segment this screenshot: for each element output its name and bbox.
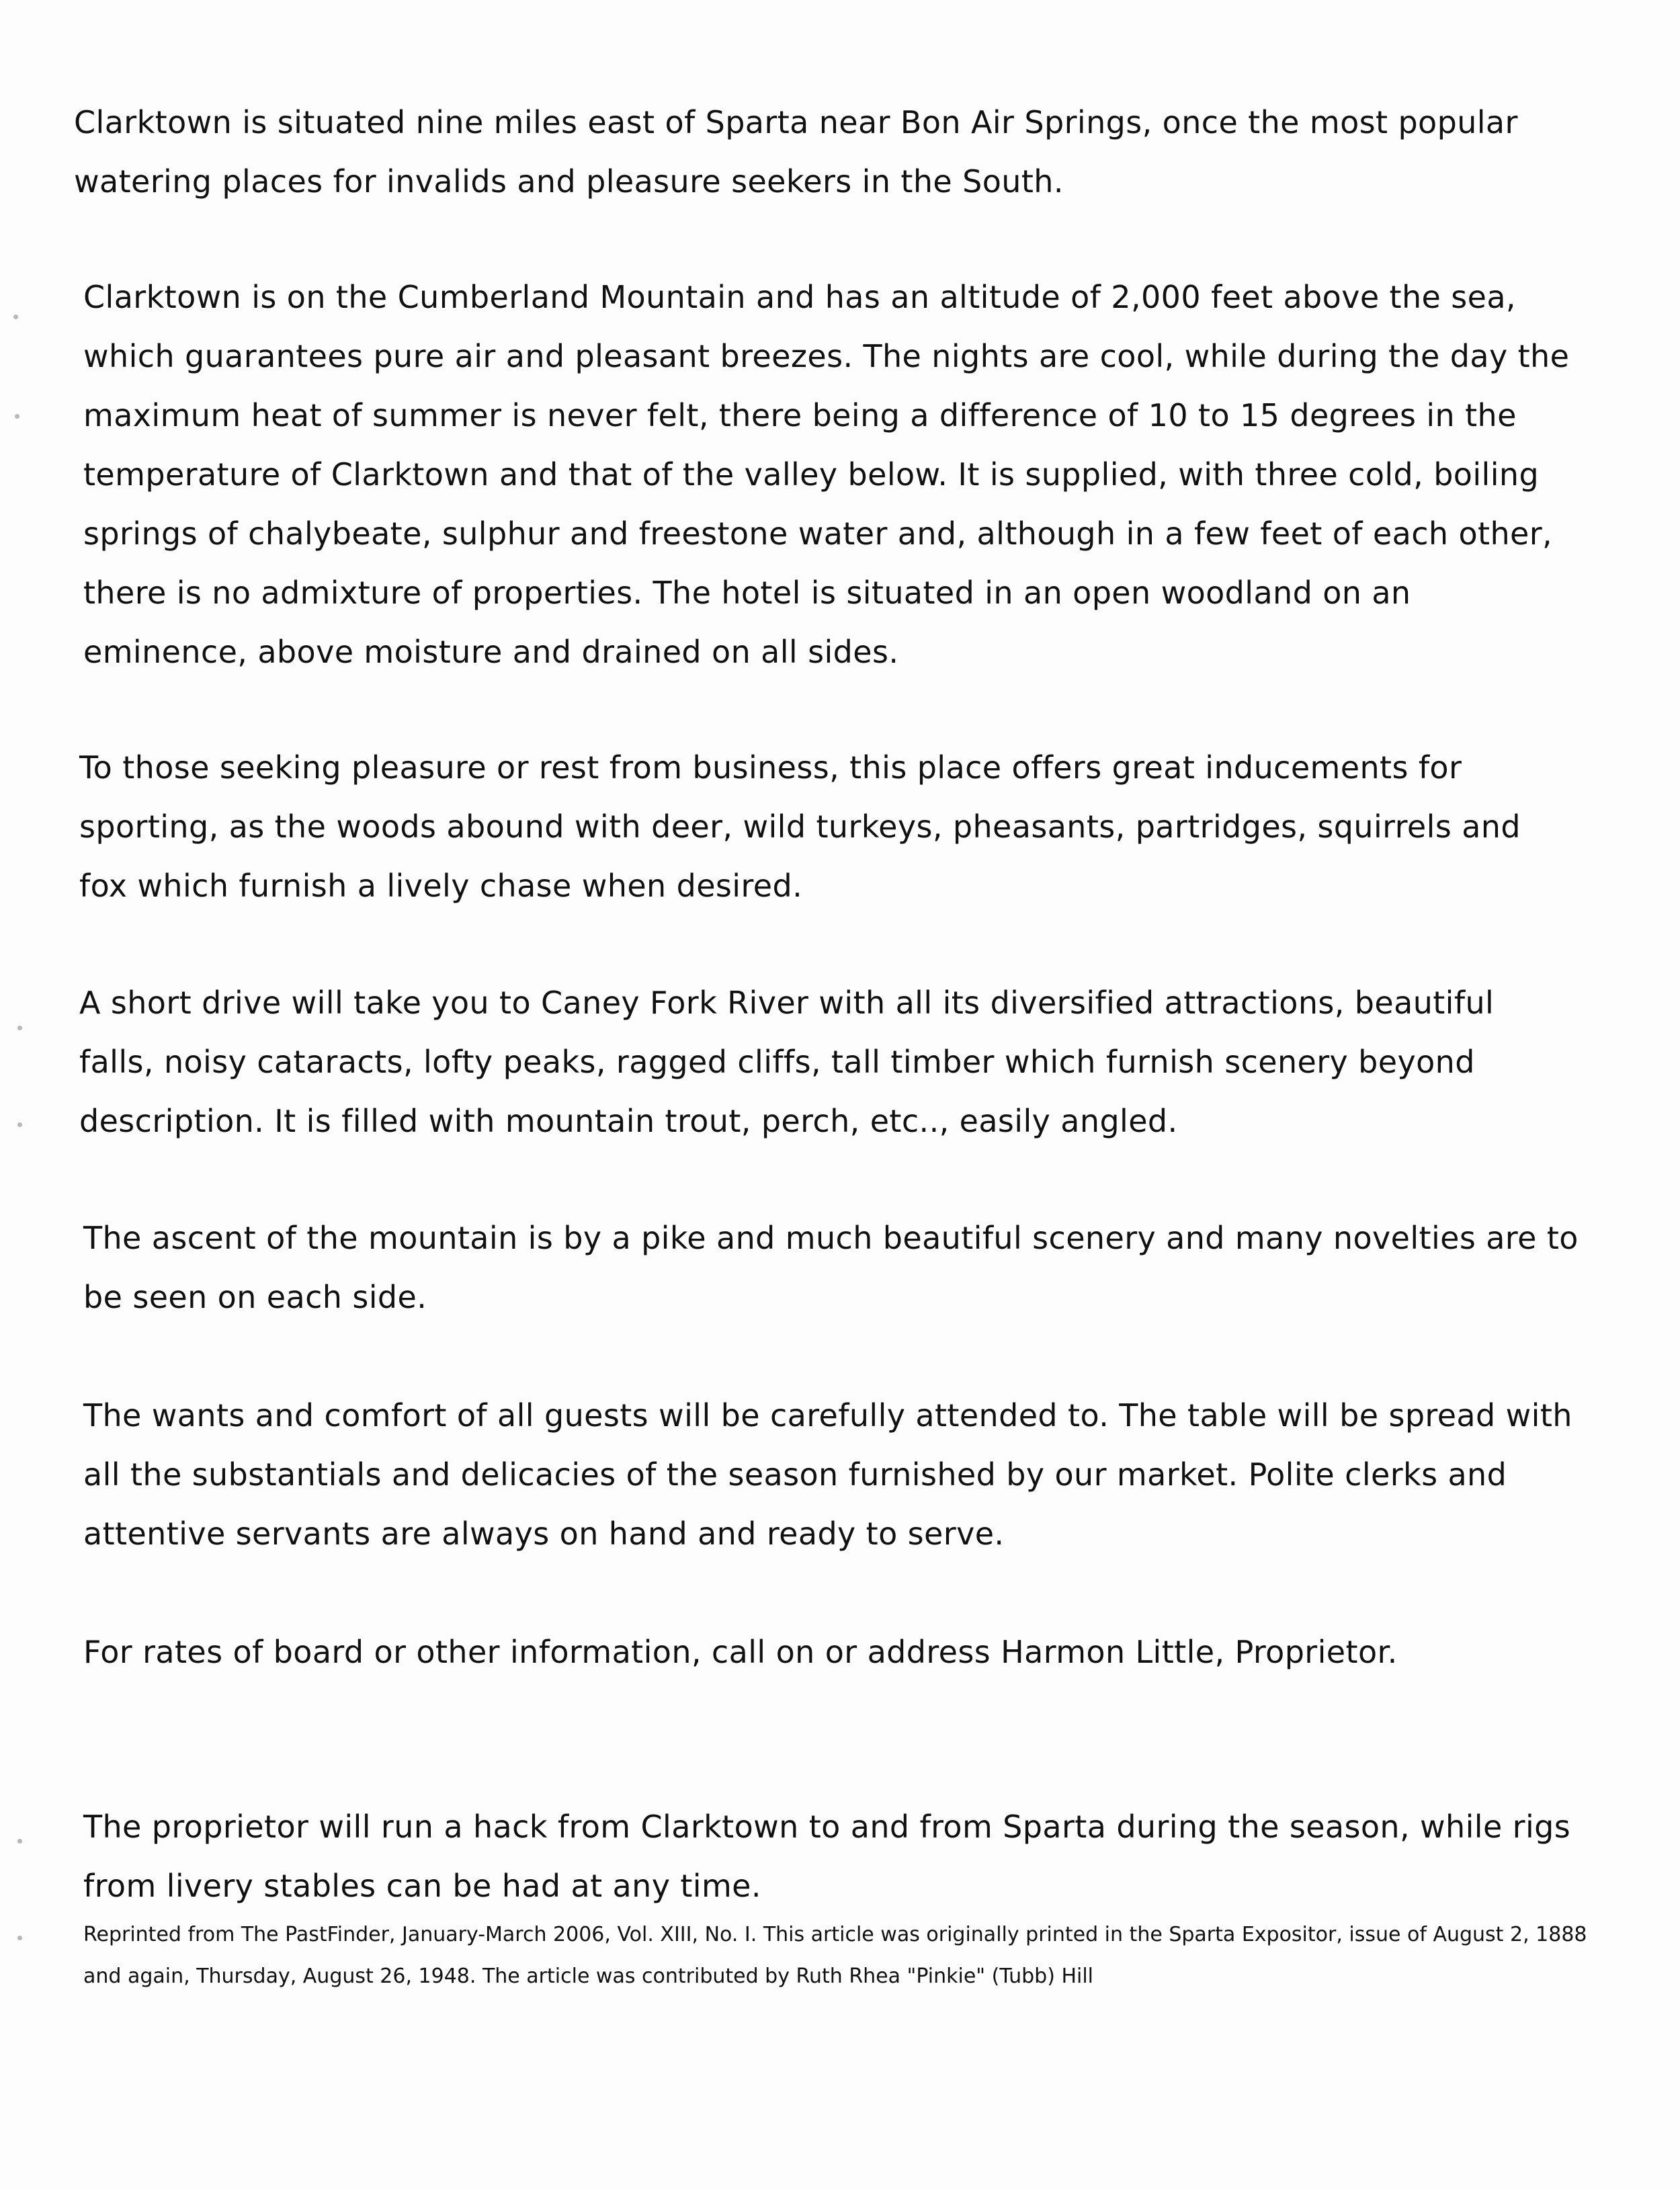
- scan-speck: [17, 1026, 22, 1030]
- paragraph-caney-fork-river: A short drive will take you to Caney Fork River with all its diversified attractions, beautiful falls, noisy cataracts, lofty peaks, ragged cliffs, tall timber which furnish scenery beyond description. It is filled with mountain trout, perch, etc.., easily angled.: [79, 985, 1495, 1139]
- scan-speck: [17, 1936, 22, 1940]
- paragraph-guest-comfort: The wants and comfort of all guests will be carefully attended to. The table will be spread with all the substantials and delicacies of the season furnished by our market. Polite clerks and attentive servants are always on hand and ready to serve.: [83, 1397, 1572, 1552]
- paragraph-climate-springs: Clarktown is on the Cumberland Mountain and has an altitude of 2,000 feet above the sea, which guarantees pure air and pleasant breezes. The nights are cool, while during the day the maximum heat of summer is never felt, there being a difference of 10 to 15 degrees in the temperature of Clarktown and that of the valley below. It is supplied, with three cold, boiling springs of chalybeate, sulphur and freestone water and, although in a few feet of each other, there is no admixture of properties. The hotel is situated in an open woodland on an eminence, above moisture and drained on all sides.: [83, 279, 1570, 670]
- paragraph-rates-contact: For rates of board or other information, call on or address Harmon Little, Proprietor.: [83, 1634, 1398, 1670]
- scan-speck: [17, 1122, 22, 1127]
- scan-speck: [17, 1839, 22, 1844]
- paragraph-location: Clarktown is situated nine miles east of Sparta near Bon Air Springs, once the most popular watering places for invalids and pleasure seekers in the South.: [74, 104, 1518, 200]
- paragraph-sporting: To those seeking pleasure or rest from business, this place offers great inducements for sporting, as the woods abound with deer, wild turkeys, pheasants, partridges, squirrels and fox which furnish a lively chase when desired.: [79, 749, 1521, 904]
- scan-speck: [13, 315, 18, 319]
- reprint-footnote: Reprinted from The PastFinder, January-March 2006, Vol. XIII, No. I. This article was originally printed in the Sparta Expositor, issue of August 2, 1888 and again, Thursday, August 26, 1948. The article was contributed by Ruth Rhea "Pinkie" (Tubb) Hill: [83, 1923, 1587, 1988]
- paragraph-transport: The proprietor will run a hack from Clarktown to and from Sparta during the season, while rigs from livery stables can be had at any time.: [83, 1809, 1571, 1904]
- scan-speck: [15, 414, 19, 419]
- paragraph-mountain-ascent: The ascent of the mountain is by a pike and much beautiful scenery and many novelties are to be seen on each side.: [83, 1220, 1579, 1315]
